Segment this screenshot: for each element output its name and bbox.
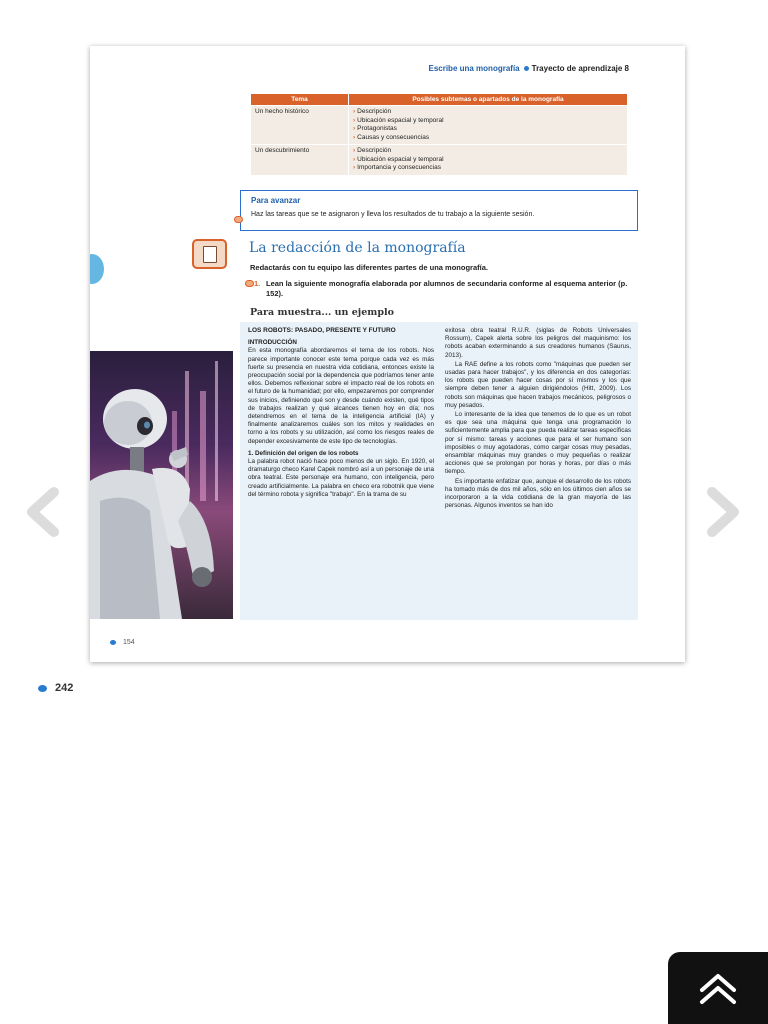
- page-indicator: [38, 682, 73, 694]
- topics-table: [250, 93, 628, 176]
- subtopic-item: › Descripción: [353, 147, 623, 156]
- table-cell-theme: Un hecho histórico: [251, 106, 349, 145]
- table-row: [251, 145, 628, 176]
- page-indicator-text: 242: [55, 682, 74, 694]
- section-document-icon: [192, 239, 227, 269]
- article-column-right: [445, 327, 631, 511]
- bullet-icon: [234, 216, 243, 223]
- subtopic-item: › Descripción: [353, 108, 623, 117]
- chevron-right-icon: [704, 484, 744, 540]
- article-paragraph: Es importante enfatizar que, aunque el desarrollo de los robots ha tomado más de dos mil años, sólo en los últimos cien años se incorporaron a la vida cotidiana de la gran mayoría de las personas. Algunos inventos se han ido: [445, 477, 631, 510]
- header-dot-icon: [524, 66, 529, 71]
- subtopic-item: › Ubicación espacial y temporal: [353, 156, 623, 165]
- header-trayecto: Trayecto de aprendizaje 8: [531, 64, 629, 73]
- previous-page-button[interactable]: [22, 484, 62, 540]
- subtopic-item: › Importancia y consecuencias: [353, 164, 623, 173]
- article-heading: INTRODUCCIÓN: [248, 339, 297, 347]
- article-column-left: [248, 327, 434, 500]
- article-paragraph: Lo interesante de la idea que tenemos de lo que es un robot es que sea una máquina que tenga una programación lo suficientemente amplia para que pueda realizar tareas específicas por sí mismo: tareas y acciones que para el ser humano son imposibles o muy agotadoras, como cargar cosas muy pesadas, ensamblar máquinas muy grandes o muy pequeñas o realizar acciones que se prolongan por horas y horas, por días o más tiempo.: [445, 411, 631, 476]
- table-header-subtopics: Posibles subtemas o apartados de la monografía: [349, 94, 628, 106]
- section-title: La redacción de la monografía: [249, 240, 466, 256]
- activity-instruction: Lean la siguiente monografía elaborada por alumnos de secundaria conforme al esquema anterior (p. 152).: [266, 279, 628, 298]
- scroll-to-top-button[interactable]: [668, 952, 768, 1024]
- para-avanzar-title: Para avanzar: [251, 196, 301, 205]
- table-header-theme: Tema: [251, 94, 349, 106]
- page-number-text: 154: [123, 639, 135, 646]
- section-intro: Redactarás con tu equipo las diferentes partes de una monografía.: [250, 263, 488, 272]
- sample-monograph: [240, 322, 638, 620]
- page-indicator-dot-icon: [38, 685, 47, 692]
- robot-photo: [90, 351, 233, 619]
- article-paragraph: La palabra robot nació hace poco menos de un siglo. En 1920, el dramaturgo checo Karel Capek nombró así a un personaje de una obra teatral. Este personaje era humano, con inteligencia, pero creado artificialmente. La palabra en checo era robotnik que viene del término robota y significa "trabajo". En la trama de su: [248, 458, 434, 498]
- bullet-icon: [245, 280, 254, 287]
- article-title: LOS ROBOTS: PASADO, PRESENTE Y FUTURO: [248, 327, 396, 334]
- page-header: [428, 64, 629, 73]
- header-strand: Escribe una monografía: [428, 64, 520, 73]
- article-heading: 1. Definición del origen de los robots: [248, 449, 359, 457]
- subtopic-item: › Causas y consecuencias: [353, 134, 623, 143]
- table-cell-subtopics: [349, 145, 628, 176]
- table-cell-subtopics: [349, 106, 628, 145]
- para-avanzar-box: [240, 190, 638, 231]
- double-chevron-up-icon: [696, 968, 740, 1008]
- chevron-left-icon: [22, 484, 62, 540]
- book-page: [90, 46, 685, 662]
- subtopic-item: › Ubicación espacial y temporal: [353, 117, 623, 126]
- para-avanzar-body: Haz las tareas que se te asignaron y lleva los resultados de tu trabajo a la siguiente sesión.: [251, 211, 535, 218]
- example-heading: Para muestra... un ejemplo: [250, 307, 394, 318]
- activity-number: 1.: [254, 279, 261, 288]
- page-edge-tab: [90, 254, 104, 284]
- subtopic-item: › Protagonistas: [353, 125, 623, 134]
- table-cell-theme: Un descubrimiento: [251, 145, 349, 176]
- next-page-button[interactable]: [704, 484, 744, 540]
- page-number: [110, 639, 135, 646]
- page-number-dot-icon: [110, 640, 116, 645]
- article-paragraph: exitosa obra teatral R.U.R. (siglas de Robots Universales Rossum), Capek alerta sobre los peligros del maquinismo: los robots acaban exterminando a sus creadores humanos (Saurus, 2013).: [445, 327, 631, 359]
- article-paragraph: La RAE define a los robots como "máquinas que pueden ser usadas para hacer trabajos", y los diferencia en dos categorías: los robots que pueden hacer cosas por sí mismos y los que siempre deben tener a alguien dirigiéndolos (Hitt, 2009). Los robots son máquinas que hacen trabajos mecánicos, peligrosos o muy pesados.: [445, 360, 631, 409]
- article-paragraph: En esta monografía abordaremos el tema de los robots. Nos parece importante conocer este tema porque cada vez es más fuerte su presencia en nuestra vida cotidiana, entonces existe la preocupación social por la dependencia que podríamos tener ante ellos. Debemos reflexionar sobre el impacto real de los robots en el futuro de la humanidad; por ello, empezaremos por comprender sus inicios, definiendo qué son y desde cuándo existen, qué tipos de trabajos realizan y qué alcances tienen hoy en día; nos detendremos en el tema de la inteligencia artificial (IA) y finalmente analizaremos cuáles son los mitos y realidades en torno a los robots y su utilización, así como los riesgos reales de depender excesivamente de este tipo de tecnologías.: [248, 347, 434, 445]
- table-row: [251, 106, 628, 145]
